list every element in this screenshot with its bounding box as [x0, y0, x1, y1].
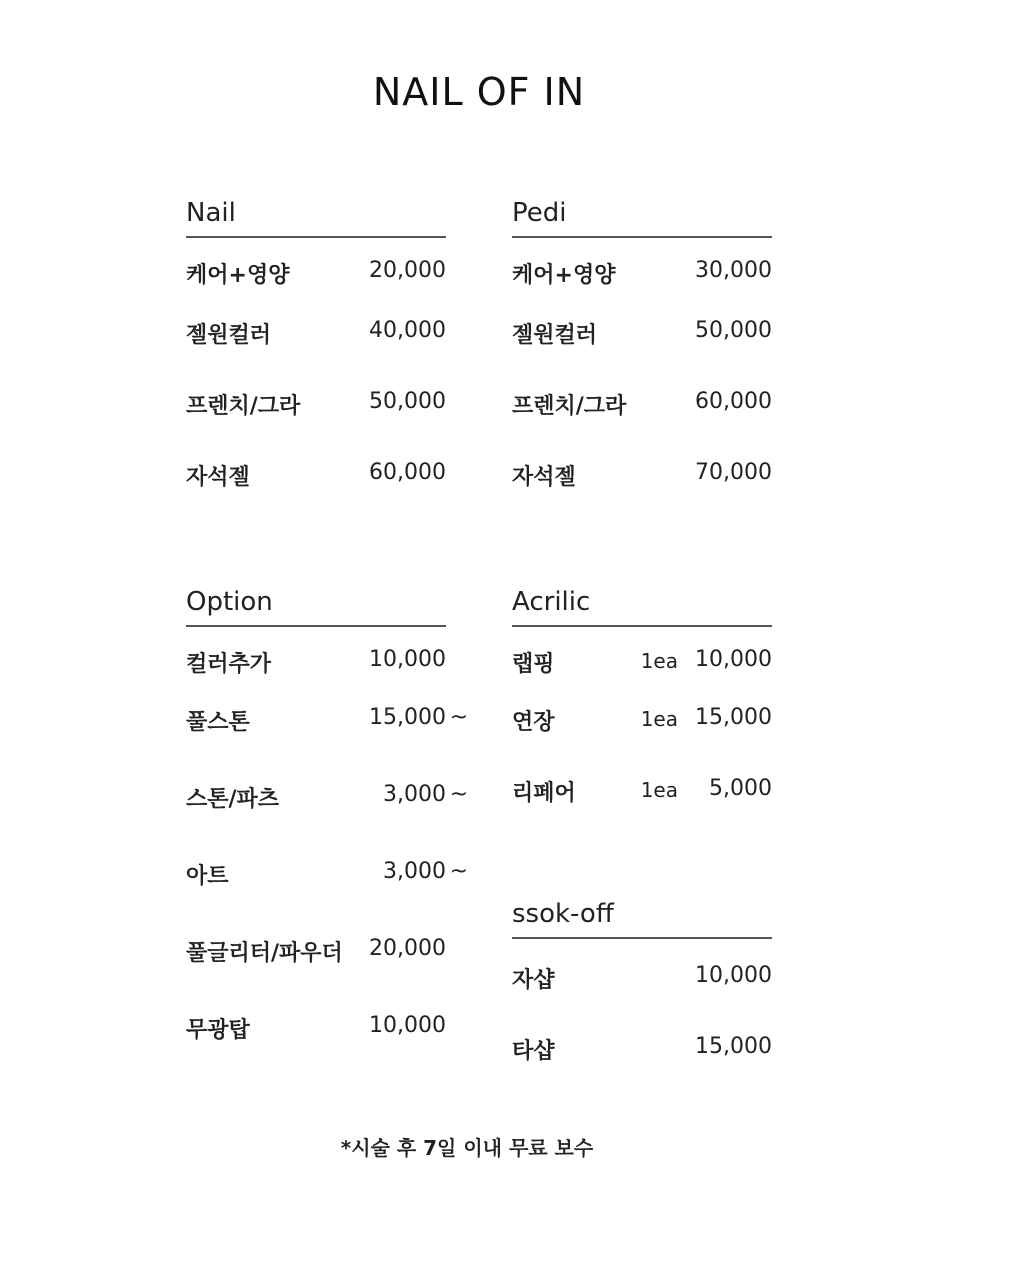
list-item	[186, 993, 446, 1070]
item-name: 자석젤	[186, 465, 250, 490]
item-price: 10,000	[695, 647, 772, 672]
option-heading: Option	[186, 585, 446, 627]
list-item	[186, 916, 446, 993]
item-price: 10,000	[369, 647, 446, 672]
item-price: 30,000	[695, 258, 772, 283]
item-price: 60,000	[695, 389, 772, 414]
item-price: 5,000	[709, 776, 772, 801]
acrilic-section	[512, 585, 772, 827]
item-price: 60,000	[369, 460, 446, 485]
pedi-section	[512, 196, 772, 511]
item-price: 3,000	[383, 782, 446, 807]
item-name: 리페어	[512, 781, 576, 806]
warranty-footnote: *시술 후 7일 이내 무료 보수	[340, 1136, 594, 1160]
item-name: 자석젤	[512, 465, 576, 490]
ssokoff-section	[512, 897, 772, 1081]
list-item	[186, 839, 468, 916]
list-item	[186, 685, 468, 762]
item-unit: 1ea	[640, 778, 678, 802]
item-name: 스톤/파츠	[186, 787, 280, 812]
item-price: 10,000	[369, 1013, 446, 1038]
item-name: 컬러추가	[186, 652, 272, 677]
item-name: 자샵	[512, 968, 555, 993]
list-item	[512, 685, 772, 756]
item-price: 20,000	[369, 936, 446, 961]
list-item	[512, 238, 772, 298]
menu-title: NAIL OF IN	[372, 70, 586, 114]
option-section	[186, 585, 468, 1070]
item-price: 50,000	[695, 318, 772, 343]
item-price: 40,000	[369, 318, 446, 343]
price-from-marker: ~	[449, 859, 468, 884]
item-price: 15,000	[695, 705, 772, 730]
item-price: 15,000	[369, 705, 446, 730]
item-price: 10,000	[695, 963, 772, 988]
list-item	[512, 298, 772, 369]
list-item	[512, 369, 772, 440]
item-price: 20,000	[369, 258, 446, 283]
item-name: 케어+영양	[512, 263, 616, 288]
nail-section	[186, 196, 446, 511]
list-item	[186, 762, 468, 839]
item-unit: 1ea	[640, 707, 678, 731]
list-item	[186, 238, 446, 298]
item-name: 풀스톤	[186, 710, 250, 735]
item-name: 타샵	[512, 1039, 555, 1064]
list-item	[512, 756, 772, 827]
price-from-marker: ~	[449, 782, 468, 807]
item-price: 15,000	[695, 1034, 772, 1059]
item-unit: 1ea	[640, 649, 678, 673]
list-item	[186, 369, 446, 440]
ssokoff-heading: ssok-off	[512, 897, 772, 939]
item-name: 젤원컬러	[512, 323, 598, 348]
list-item	[186, 298, 446, 369]
list-item	[512, 1010, 772, 1081]
list-item	[186, 627, 446, 685]
item-name: 무광탑	[186, 1018, 250, 1043]
acrilic-heading: Acrilic	[512, 585, 772, 627]
item-name: 젤원컬러	[186, 323, 272, 348]
item-name: 연장	[512, 710, 555, 735]
item-price: 70,000	[695, 460, 772, 485]
list-item	[186, 440, 446, 511]
pedi-heading: Pedi	[512, 196, 772, 238]
list-item	[512, 627, 772, 685]
list-item	[512, 440, 772, 511]
item-price: 50,000	[369, 389, 446, 414]
list-item	[512, 939, 772, 1010]
item-name: 프렌치/그라	[512, 394, 627, 419]
item-name: 랩핑	[512, 652, 555, 677]
price-from-marker: ~	[449, 705, 468, 730]
item-name: 풀글리터/파우더	[186, 941, 343, 966]
item-name: 케어+영양	[186, 263, 290, 288]
item-name: 아트	[186, 864, 229, 889]
nail-heading: Nail	[186, 196, 446, 238]
item-name: 프렌치/그라	[186, 394, 301, 419]
item-price: 3,000	[383, 859, 446, 884]
